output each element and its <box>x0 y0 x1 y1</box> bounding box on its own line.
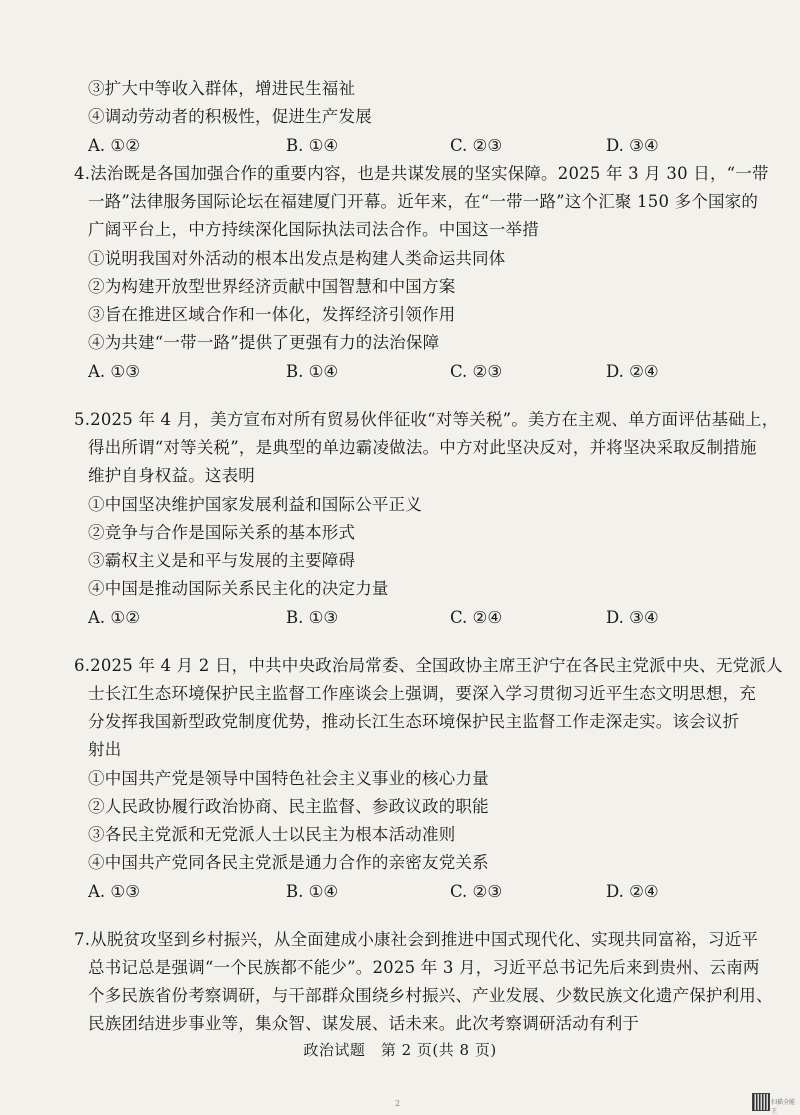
q4-option-b: B. ①④ <box>286 362 339 381</box>
q6-stem-line-4: 射出 <box>88 740 122 759</box>
scanner-watermark: 扫描全能王 <box>771 1099 796 1115</box>
q5-item-1: ①中国坚决维护国家发展利益和国际公平正义 <box>88 495 422 514</box>
q4-item-3: ③旨在推进区域合作和一体化，发挥经济引领作用 <box>88 305 456 324</box>
q4-stem-line-1: 4.法治既是各国加强合作的重要内容，也是共谋发展的坚实保障。2025 年 3 月 30 日，“一带 <box>74 164 769 183</box>
qr-code-icon <box>752 1093 770 1111</box>
q4-item-2: ②为构建开放型世界经济贡献中国智慧和中国方案 <box>88 277 456 296</box>
q5-stem-line-2: 得出所谓“对等关税”，是典型的单边霸凌做法。中方对此坚决反对，并将坚决采取反制措施 <box>88 438 757 457</box>
q6-stem-line-1: 6.2025 年 4 月 2 日，中共中央政治局常委、全国政协主席王沪宁在各民主党派中央、无党派人 <box>74 656 783 675</box>
q3-option-a: A. ①② <box>88 136 140 155</box>
q3-option-b: B. ①④ <box>286 136 339 155</box>
q5-item-2: ②竞争与合作是国际关系的基本形式 <box>88 523 356 542</box>
q7-stem-line-1: 7.从脱贫攻坚到乡村振兴，从全面建成小康社会到推进中国式现代化、实现共同富裕，习近平 <box>74 930 759 949</box>
q5-option-c: C. ②④ <box>450 608 503 627</box>
q6-option-c: C. ②③ <box>450 882 503 901</box>
q5-option-b: B. ①③ <box>286 608 339 627</box>
q5-stem-line-3: 维护自身权益。这表明 <box>88 466 255 485</box>
q3-item-4: ④调动劳动者的积极性，促进生产发展 <box>88 107 372 126</box>
q5-option-d: D. ③④ <box>606 608 659 627</box>
q6-item-1: ①中国共产党是领导中国特色社会主义事业的核心力量 <box>88 769 489 788</box>
q6-item-2: ②人民政协履行政治协商、民主监督、参政议政的职能 <box>88 797 489 816</box>
q4-option-c: C. ②③ <box>450 362 503 381</box>
q3-option-c: C. ②③ <box>450 136 503 155</box>
q4-option-d: D. ②④ <box>606 362 659 381</box>
q4-option-a: A. ①③ <box>88 362 140 381</box>
q6-option-a: A. ①③ <box>88 882 140 901</box>
q4-stem-line-3: 广阔平台上，中方持续深化国际执法司法合作。中国这一举措 <box>88 220 539 239</box>
q6-item-4: ④中国共产党同各民主党派是通力合作的亲密友党关系 <box>88 853 489 872</box>
q4-item-4: ④为共建“一带一路”提供了更强有力的法治保障 <box>88 333 440 352</box>
q6-stem-line-3: 分发挥我国新型政党制度优势，推动长江生态环境保护民主监督工作走深走实。该会议折 <box>88 712 740 731</box>
page-footer: 政治试题 第 2 页(共 8 页) <box>303 1041 497 1059</box>
q5-option-a: A. ①② <box>88 608 140 627</box>
q6-option-d: D. ②④ <box>606 882 659 901</box>
q4-item-1: ①说明我国对外活动的根本出发点是构建人类命运共同体 <box>88 249 506 268</box>
q3-item-3: ③扩大中等收入群体，增进民生福祉 <box>88 79 356 98</box>
q5-stem-line-1: 5.2025 年 4 月，美方宣布对所有贸易伙伴征收“对等关税”。美方在主观、单方面评估基础上， <box>74 410 779 429</box>
q5-item-3: ③霸权主义是和平与发展的主要障碍 <box>88 551 356 570</box>
q4-stem-line-2: 一路”法律服务国际论坛在福建厦门开幕。近年来，在“一带一路”这个汇聚 150 多个国家的 <box>88 192 759 211</box>
q6-option-b: B. ①④ <box>286 882 339 901</box>
q5-item-4: ④中国是推动国际关系民主化的决定力量 <box>88 579 389 598</box>
scan-page-number: 2 <box>395 1099 401 1108</box>
q7-stem-line-3: 个多民族省份考察调研，与干部群众围绕乡村振兴、产业发展、少数民族文化遗产保护利用、 <box>88 986 773 1005</box>
q6-item-3: ③各民主党派和无党派人士以民主为根本活动准则 <box>88 825 456 844</box>
q7-stem-line-2: 总书记总是强调“一个民族都不能少”。2025 年 3 月，习近平总书记先后来到贵州、云南两 <box>88 958 760 977</box>
q7-stem-line-4: 民族团结进步事业等，集众智、谋发展、话未来。此次考察调研活动有利于 <box>88 1014 640 1033</box>
q3-option-d: D. ③④ <box>606 136 659 155</box>
q6-stem-line-2: 士长江生态环境保护民主监督工作座谈会上强调，要深入学习贯彻习近平生态文明思想，充 <box>88 684 756 703</box>
